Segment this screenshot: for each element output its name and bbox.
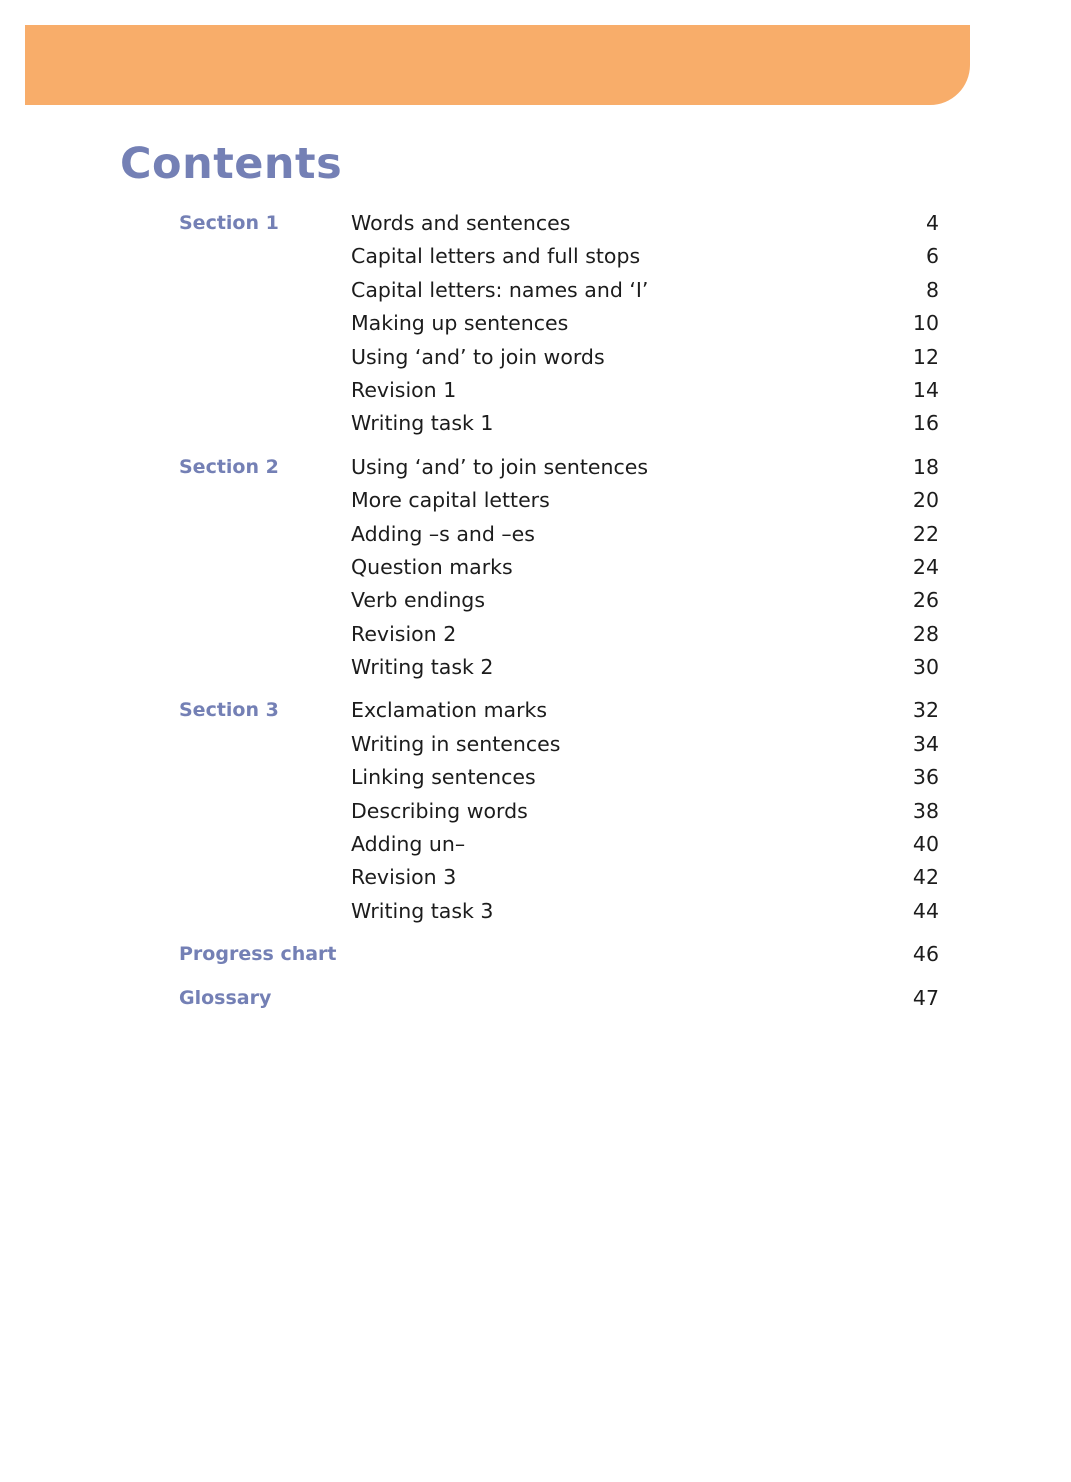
- entry-page-number: 38: [912, 798, 939, 823]
- entry-page-number: 34: [912, 731, 939, 756]
- entry-title: Writing task 2: [351, 655, 494, 680]
- entry-title: Writing task 1: [351, 411, 494, 436]
- entry-page-number: 40: [912, 832, 939, 857]
- entry-page-number: 18: [912, 454, 939, 479]
- toc-entry[interactable]: [351, 274, 939, 307]
- entry-title: Revision 1: [351, 377, 457, 402]
- entry-page-number: 6: [925, 244, 939, 269]
- entry-title: Using ‘and’ to join sentences: [351, 454, 649, 479]
- entry-page-number: 4: [925, 211, 939, 235]
- entry-title: Capital letters and full stops: [351, 244, 641, 269]
- entry-page-number: 30: [912, 655, 939, 680]
- entry-page-number: 47: [912, 985, 939, 1010]
- toc-entry[interactable]: [351, 895, 939, 928]
- toc-entry[interactable]: [351, 694, 939, 727]
- entry-page-number: 26: [912, 588, 939, 613]
- toc-entry[interactable]: [351, 240, 939, 273]
- toc-entry[interactable]: [351, 407, 939, 440]
- entry-title: Revision 3: [351, 865, 457, 890]
- toc-entry[interactable]: [351, 828, 939, 861]
- entry-title: Words and sentences: [351, 211, 571, 235]
- entry-title: Verb endings: [351, 588, 486, 613]
- section-2: [179, 451, 939, 685]
- toc-entry[interactable]: [351, 651, 939, 684]
- toc-entry[interactable]: [351, 551, 939, 584]
- section-3: [179, 694, 939, 928]
- entry-page-number: 20: [912, 488, 939, 513]
- entry-title: Exclamation marks: [351, 698, 548, 723]
- entry-page-number: 32: [912, 698, 939, 723]
- entry-title: Writing task 3: [351, 898, 494, 923]
- entry-title: Capital letters: names and ‘I’: [351, 277, 649, 302]
- page-title: Contents: [120, 139, 343, 189]
- toc-entry[interactable]: [351, 518, 939, 551]
- entry-page-number: 46: [912, 942, 939, 967]
- toc-entry[interactable]: [351, 618, 939, 651]
- table-of-contents: [179, 207, 939, 1025]
- toc-entry-progress-chart[interactable]: [179, 938, 939, 971]
- entry-page-number: 14: [912, 377, 939, 402]
- toc-entry[interactable]: [351, 761, 939, 794]
- entry-title: Writing in sentences: [351, 731, 561, 756]
- toc-entry[interactable]: [351, 341, 939, 374]
- toc-entry[interactable]: [351, 307, 939, 340]
- entry-title: Describing words: [351, 798, 528, 823]
- header-banner: [25, 25, 970, 105]
- toc-entry-glossary[interactable]: [179, 982, 939, 1015]
- entry-page-number: 8: [925, 277, 939, 302]
- toc-entry[interactable]: [351, 374, 939, 407]
- section-label: Section 3: [179, 699, 279, 722]
- entry-page-number: 44: [912, 898, 939, 923]
- entry-title: Question marks: [351, 554, 513, 579]
- entry-title: Linking sentences: [351, 765, 536, 790]
- entry-title: Making up sentences: [351, 311, 569, 336]
- toc-entry[interactable]: [351, 451, 939, 484]
- entry-title: Using ‘and’ to join words: [351, 344, 605, 369]
- entry-title: Adding un–: [351, 832, 466, 857]
- toc-entry[interactable]: [351, 795, 939, 828]
- entry-label: Progress chart: [179, 943, 337, 966]
- entry-page-number: 42: [912, 865, 939, 890]
- entry-label: Glossary: [179, 986, 272, 1009]
- section-label: Section 1: [179, 212, 279, 234]
- section-1: [179, 207, 939, 441]
- section-entries: [351, 451, 939, 685]
- entry-page-number: 16: [912, 411, 939, 436]
- toc-entry[interactable]: [351, 728, 939, 761]
- entry-page-number: 12: [912, 344, 939, 369]
- entry-title: Revision 2: [351, 621, 457, 646]
- entry-page-number: 28: [912, 621, 939, 646]
- toc-entry[interactable]: [351, 861, 939, 894]
- toc-entry[interactable]: [351, 484, 939, 517]
- entry-title: Adding –s and –es: [351, 521, 535, 546]
- toc-entry[interactable]: [351, 207, 939, 240]
- section-entries: [351, 207, 939, 441]
- entry-page-number: 10: [912, 311, 939, 336]
- entry-title: More capital letters: [351, 488, 550, 513]
- toc-entry[interactable]: [351, 584, 939, 617]
- section-label: Section 2: [179, 455, 279, 478]
- entry-page-number: 22: [912, 521, 939, 546]
- entry-page-number: 36: [912, 765, 939, 790]
- entry-page-number: 24: [912, 554, 939, 579]
- section-entries: [351, 694, 939, 928]
